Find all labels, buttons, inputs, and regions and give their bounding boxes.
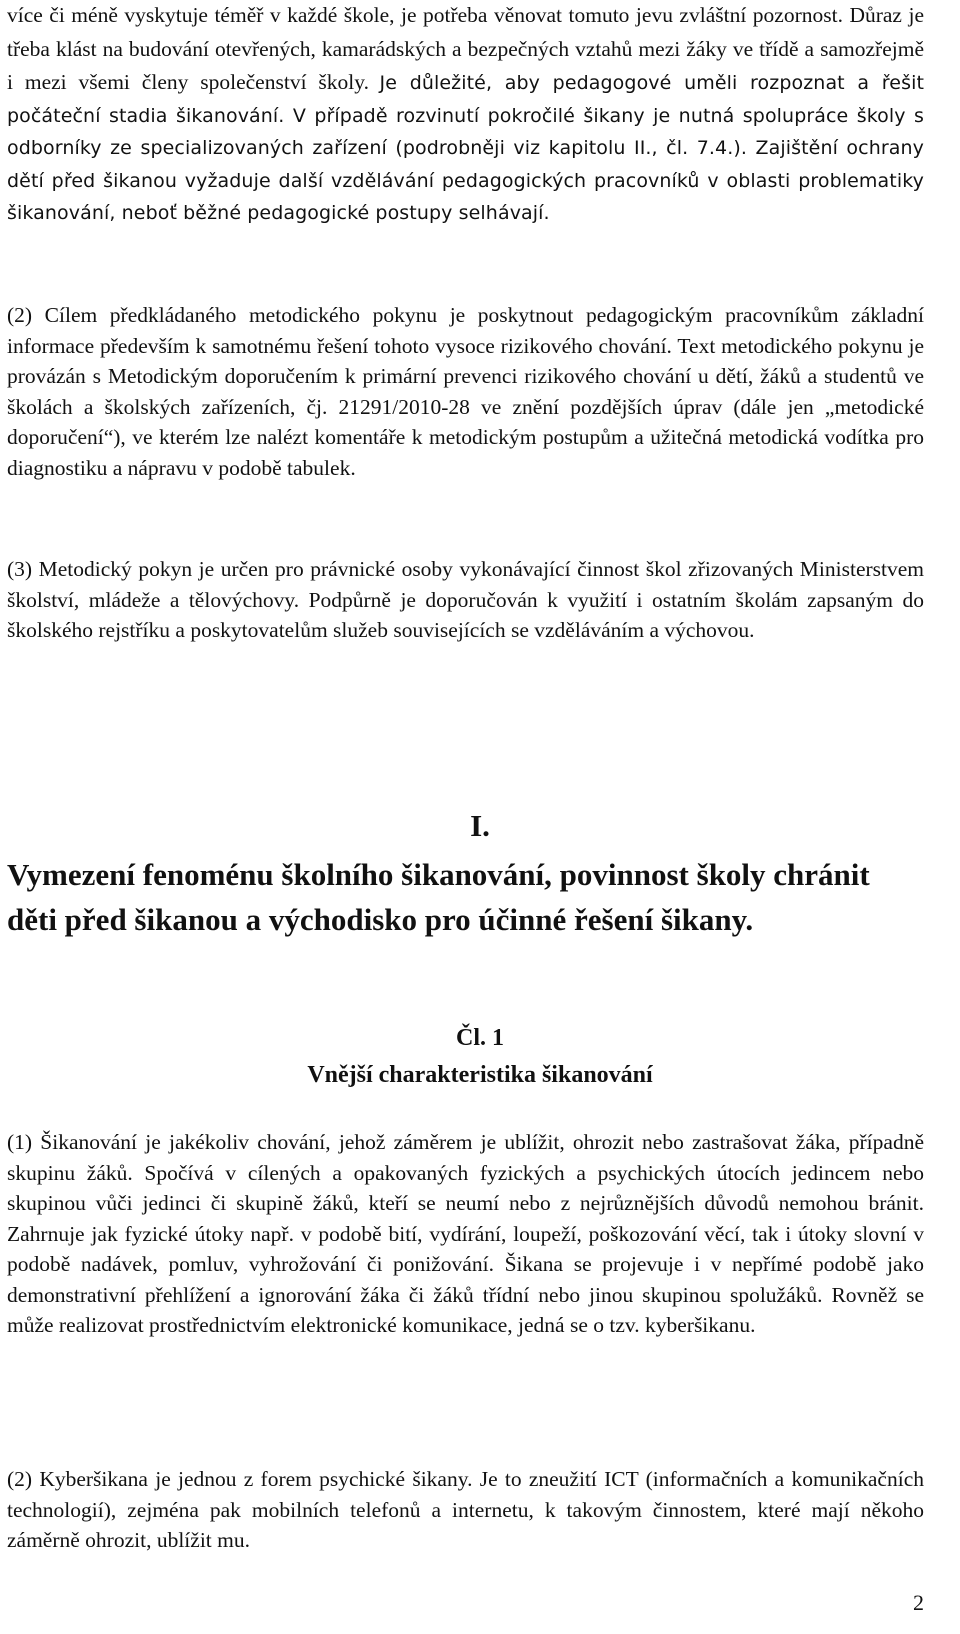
intro-text-serif: více či méně vyskytuje téměř v každé škole, je potřeba věnovat tomuto jevu zvláštní pozornost. Důraz je třeba klást na budování otevřených, kamarádských a bezpečných vztahů mezi žáky ve třídě a samozřejmě i mezi všemi členy společenství školy. xyxy=(7,3,924,94)
article-paragraph-2: (2) Kyberšikana je jednou z forem psychické šikany. Je to zneužití ICT (informačních a komunikačních technologií), zejména pak mobilních telefonů a internetu, k takovým činnostem, které mají někoho záměrně ohrozit, ublížit mu. xyxy=(7,1467,924,1552)
chapter-number: I. xyxy=(470,808,490,843)
paragraph-3: (3) Metodický pokyn je určen pro právnické osoby vykonávající činnost škol zřizovaných Ministerstvem školství, mládeže a tělovýchovy. Podpůrně je doporučován k využití i ostatním školám zapsaným do školského rejstříku a poskytovatelům služeb souvisejících se vzděláváním a výchovou. xyxy=(7,557,924,642)
chapter-title: Vymezení fenoménu školního šikanování, povinnost školy chránit děti před šikanou a východisko pro účinné řešení šikany. xyxy=(7,857,870,937)
article-number: Čl. 1 xyxy=(456,1025,504,1051)
intro-paragraph xyxy=(7,0,924,231)
page-number: 2 xyxy=(913,1590,924,1615)
paragraph-2: (2) Cílem předkládaného metodického pokynu je poskytnout pedagogickým pracovníkům základní informace především k samotnému řešení tohoto vysoce rizikového chování. Text metodického pokynu je provázán s Metodickým doporučením k primární prevenci rizikového chování u dětí, žáků a studentů ve školách a školských zařízeních, čj. 21291/2010-28 ve znění pozdějších úprav (dále jen „metodické doporučení“), ve kterém lze nalézt komentáře k metodickým postupům a užitečná metodická vodítka pro diagnostiku a nápravu v podobě tabulek. xyxy=(7,303,924,480)
intro-text-sans: Je důležité, aby pedagogové uměli rozpoznat a řešit počáteční stadia šikanování. V případě rozvinutí pokročilé šikany je nutná spolupráce školy s odborníky ze specializovaných zařízení (podrobněji viz kapitolu II., čl. 7.4.). Zajištění ochrany dětí před šikanou vyžaduje další vzdělávání pedagogických pracovníků v oblasti problematiky šikanování, neboť běžné pedagogické postupy selhávají. xyxy=(7,72,925,224)
article-title: Vnější charakteristika šikanování xyxy=(307,1062,653,1088)
article-paragraph-1: (1) Šikanování je jakékoliv chování, jehož záměrem je ublížit, ohrozit nebo zastrašovat žáka, případně skupinu žáků. Spočívá v cílených a opakovaných fyzických a psychických útocích jedincem nebo skupinou vůči jedinci či skupině žáků, kteří se neumí nebo z nejrůznějších důvodů nemohou bránit. Zahrnuje jak fyzické útoky např. v podobě bití, vydírání, loupeží, poškozování věcí, tak i útoky slovní v podobě nadávek, pomluv, vyhrožování či ponižování. Šikana se projevuje i v nepřímé podobě jako demonstrativní přehlížení a ignorování žáka či žáků třídní nebo jinou skupinou spolužáků. Rovněž se může realizovat prostřednictvím elektronické komunikace, jedná se o tzv. kyberšikanu. xyxy=(7,1130,924,1337)
